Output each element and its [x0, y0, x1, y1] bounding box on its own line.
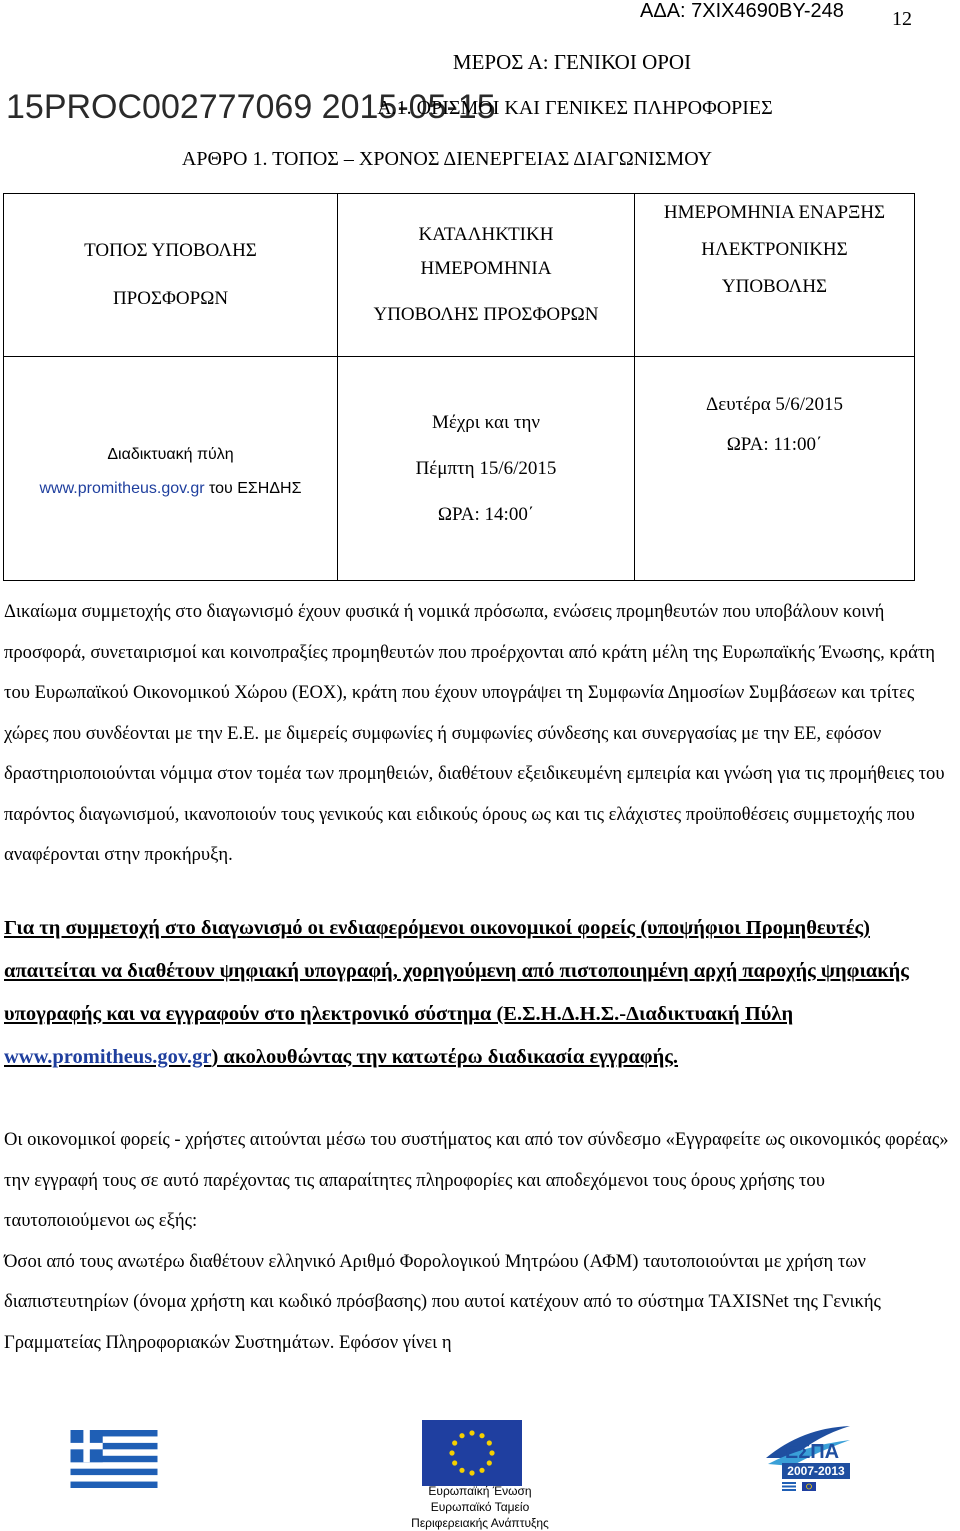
ada-code: ΑΔΑ: 7ΧΙΧ4690ΒΥ-248 — [640, 0, 844, 22]
header-start-line: ΗΜΕΡΟΜΗΝΙΑ ΕΝΑΡΞΗΣ — [663, 202, 886, 223]
place-link-line — [4, 472, 337, 506]
header-place-line: ΤΟΠΟΣ ΥΠΟΒΟΛΗΣ — [84, 240, 257, 261]
espa-years: 2007-2013 — [787, 1464, 845, 1478]
deadline-line: ΩΡΑ: 14:00΄ — [437, 503, 535, 525]
header-deadline-line: ΗΜΕΡΟΜΗΝΙΑ — [420, 258, 552, 279]
cell-start — [635, 357, 915, 581]
table-row — [4, 357, 915, 581]
requirement-text: Για τη συμμετοχή στο διαγωνισμό οι ενδιαφερόμενοι οικονομικοί φορείς (υποψήφιοι Προμηθευτές) απαιτείται να διαθέτουν ψηφιακή υπογραφή, χορηγούμενη από πιστοποιημένη αρχή παροχής ψηφιακής υπογραφής και να εγγραφούν στο ηλεκτρονικό σύστημα (Ε.Σ.Η.Δ.Η.Σ.-Διαδικτυακή Πύλη — [4, 917, 909, 1025]
promitheus-link[interactable]: www.promitheus.gov.gr — [39, 479, 205, 497]
cell-place — [4, 357, 338, 581]
header-place-line: ΠΡΟΣΦΟΡΩΝ — [112, 288, 229, 309]
section-title: Α.1. ΟΡΙΣΜΟΙ ΚΑΙ ΓΕΝΙΚΕΣ ΠΛΗΡΟΦΟΡΙΕΣ — [377, 97, 773, 119]
article-title: ΑΡΘΡΟ 1. ΤΟΠΟΣ – ΧΡΟΝΟΣ ΔΙΕΝΕΡΓΕΙΑΣ ΔΙΑΓΩΝΙΣΜΟΥ — [181, 148, 713, 170]
eu-fund-caption — [380, 1483, 580, 1531]
header-deadline-line: ΚΑΤΑΛΗΚΤΙΚΗ — [418, 224, 554, 245]
registration-text: Οι οικονομικοί φορείς - χρήστες αιτούνται μέσω του συστήματος και από τον σύνδεσμο «Εγγραφείτε ως οικονομικός φορέας» την εγγραφή τους σε αυτό παρέχοντας τις απαραίτητες πληροφορίες και αποδεχόμενοι τους όρους χρήσης του ταυτοποιούμενοι ως εξής: — [4, 1129, 949, 1231]
caption-line: Ευρωπαϊκή Ένωση — [428, 1484, 532, 1498]
registration-requirement — [4, 907, 954, 1079]
place-line: Διαδικτυακή πύλη — [107, 445, 234, 463]
part-title: ΜΕΡΟΣ Α: ΓΕΝΙΚΟΙ ΟΡΟΙ — [452, 50, 692, 74]
promitheus-link-bold[interactable]: www.promitheus.gov.gr — [4, 1046, 212, 1068]
greek-flag-icon — [69, 1430, 159, 1488]
schedule-table — [3, 193, 915, 581]
watermark-code: 15PROC002777069 2015-05-15 — [6, 88, 496, 126]
cell-deadline — [338, 357, 635, 581]
table-header-row — [4, 194, 915, 357]
taxisnet-text: Όσοι από τους ανωτέρω διαθέτουν ελληνικό Αριθμό Φορολογικού Μητρώου (ΑΦΜ) ταυτοποιούνται με χρήση των διαπιστευτηρίων (όνομα χρήστη και κωδικό πρόσβασης) που αυτοί κατέχουν από το σύστημα TAXISNet της Γενικής Γραμματείας Πληροφοριακών Συστημάτων. Εφόσον γίνει η — [4, 1250, 881, 1353]
registration-paragraph — [4, 1120, 954, 1363]
header-start-line: ΗΛΕΚΤΡΟΝΙΚΗΣ — [701, 239, 848, 260]
start-line: Δευτέρα 5/6/2015 — [706, 394, 843, 415]
requirement-text-end: ) ακολουθώντας την κατωτέρω διαδικασία εγγραφής. — [211, 1046, 679, 1068]
deadline-line: Πέμπτη 15/6/2015 — [415, 457, 557, 479]
deadline-line: Μέχρι και την — [431, 411, 541, 433]
espa-wordmark: ΕΣΠΑ — [784, 1441, 840, 1463]
espa-logo-icon — [762, 1418, 854, 1496]
header-start-line: ΥΠΟΒΟΛΗΣ — [721, 276, 828, 297]
eu-flag-icon — [422, 1420, 522, 1486]
caption-line: Ευρωπαϊκό Ταμείο — [430, 1500, 530, 1514]
header-deadline-line: ΥΠΟΒΟΛΗΣ ΠΡΟΣΦΟΡΩΝ — [373, 304, 599, 325]
page-number: 12 — [892, 8, 912, 30]
caption-line: Περιφερειακής Ανάπτυξης — [411, 1516, 549, 1530]
eligibility-paragraph: Δικαίωμα συμμετοχής στο διαγωνισμό έχουν φυσικά ή νομικά πρόσωπα, ενώσεις προμηθευτών που υποβάλουν κοινή προσφορά, συνεταιρισμοί και κοινοπραξίες προμηθευτών που προέρχονται από κράτη μέλη της Ευρωπαϊκής Ένωσης, κράτη του Ευρωπαϊκού Οικονομικού Χώρου (ΕΟΧ), κράτη που έχουν υπογράψει τη Συμφωνία Δημοσίων Συμβάσεων και τρίτες χώρες που συνδέονται με την Ε.Ε. με διμερείς συμφωνίες ή συμφωνίες σύνδεσης και συνεργασίας με την ΕΕ, εφόσον δραστηριοποιούνται νόμιμα στον τομέα των προμηθειών, διαθέτουν εξειδικευμένη εμπειρία και γνώση για τις προμήθειες του παρόντος διαγωνισμού, ικανοποιούν τους γενικούς και ειδικούς όρους ως και τις ελάχιστες προϋποθέσεις συμμετοχής που αναφέρονται στην προκήρυξη. — [4, 601, 945, 865]
header-start — [635, 194, 915, 357]
header-deadline — [338, 194, 635, 357]
start-line: ΩΡΑ: 11:00΄ — [726, 434, 823, 455]
place-suffix: του ΕΣΗΔΗΣ — [204, 479, 302, 497]
header-place — [4, 194, 338, 357]
